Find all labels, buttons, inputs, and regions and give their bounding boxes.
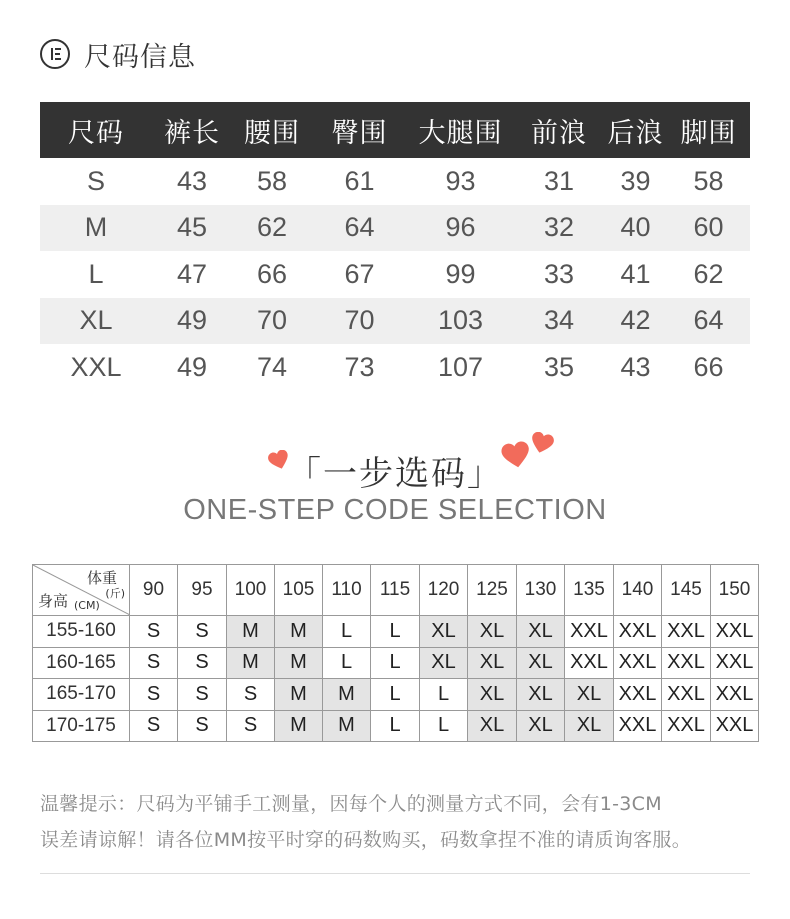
recommended-size-cell: S (178, 710, 227, 742)
size-table-column-header: 后浪 (607, 117, 664, 149)
measurement-cell: 49 (176, 351, 208, 382)
measurement-cell: 43 (176, 165, 208, 196)
height-range-cell: 165-170 (33, 679, 130, 711)
measurement-cell: 67 (344, 258, 375, 289)
size-label-cell: XL (79, 305, 113, 336)
measurement-cell: 32 (543, 212, 575, 243)
weight-header-cell: 105 (275, 565, 323, 616)
grid-row (33, 616, 759, 648)
recommended-size-cell: XXL (565, 616, 614, 648)
recommended-size-cell: XXL (662, 616, 711, 648)
weight-label: 体重 (86, 569, 117, 587)
section-title: 「一步选码」 (287, 454, 503, 494)
size-table-column-header: 尺码 (68, 117, 124, 149)
weight-header-cell: 95 (178, 565, 227, 616)
weight-unit: (斤) (105, 587, 125, 600)
grid-header-row (33, 565, 759, 616)
recommended-size-cell: L (371, 710, 420, 742)
recommended-size-cell: M (275, 710, 323, 742)
measurement-cell: 62 (256, 212, 288, 243)
measurement-cell: 34 (543, 305, 575, 336)
recommended-size-cell: XXL (662, 679, 711, 711)
size-label-cell: M (84, 212, 108, 243)
measurement-cell: 45 (176, 212, 208, 243)
recommended-size-cell: S (130, 679, 178, 711)
recommended-size-cell: S (227, 679, 275, 711)
recommended-size-cell: M (275, 616, 323, 648)
recommended-size-cell: S (130, 616, 178, 648)
size-table-column-header: 臀围 (331, 117, 388, 149)
recommended-size-cell: M (275, 647, 323, 679)
measurement-cell: 103 (437, 305, 484, 336)
height-range-cell: 170-175 (33, 710, 130, 742)
grid-row (33, 710, 759, 742)
recommended-size-cell: L (371, 616, 420, 648)
size-table-row (40, 205, 750, 252)
measurement-cell: 66 (693, 351, 724, 382)
weight-header-cell: 150 (711, 565, 759, 616)
size-table-row (40, 158, 750, 205)
weight-header-cell: 110 (323, 565, 371, 616)
measurement-cell: 96 (445, 212, 476, 243)
recommended-size-cell: M (227, 647, 275, 679)
measurement-cell: 43 (620, 351, 651, 382)
size-table-column-header: 大腿围 (418, 117, 503, 149)
size-table-column-header: 裤长 (164, 117, 220, 149)
weight-header-cell: 145 (662, 565, 711, 616)
measurement-cell: 61 (344, 165, 375, 196)
measurement-cell: 93 (445, 165, 476, 196)
recommended-size-cell: XXL (565, 647, 614, 679)
measurement-cell: 62 (693, 258, 724, 289)
size-label-cell: S (86, 165, 105, 196)
recommended-size-cell: XL (420, 647, 468, 679)
measurement-cell: 60 (693, 212, 724, 243)
recommended-size-cell: M (323, 710, 371, 742)
recommended-size-cell: XXL (711, 679, 759, 711)
section-header (40, 34, 196, 74)
recommended-size-cell: XXL (614, 647, 662, 679)
size-table-row (40, 298, 750, 345)
recommended-size-cell: XL (565, 679, 614, 711)
measurement-cell: 39 (620, 165, 651, 196)
recommended-size-cell: XL (420, 616, 468, 648)
weight-header-cell: 100 (227, 565, 275, 616)
recommended-size-cell: L (371, 647, 420, 679)
recommended-size-cell: L (323, 616, 371, 648)
recommended-size-cell: XXL (711, 710, 759, 742)
recommended-size-cell: S (178, 647, 227, 679)
recommended-size-cell: XL (517, 679, 565, 711)
measurement-cell: 107 (437, 351, 484, 382)
recommended-size-cell: M (323, 679, 371, 711)
weight-header-cell: 135 (565, 565, 614, 616)
recommended-size-cell: L (371, 679, 420, 711)
recommended-size-cell: XXL (614, 710, 662, 742)
size-table-column-header: 腰围 (244, 117, 300, 149)
measurement-cell: 73 (344, 351, 375, 382)
tip-line-2: 误差请谅解！请各位MM按平时穿的码数购买，码数拿捏不准的请质询客服。 (40, 829, 691, 851)
weight-header-cell: 115 (371, 565, 420, 616)
weight-header-cell: 130 (517, 565, 565, 616)
recommended-size-cell: XXL (662, 710, 711, 742)
grid-corner-cell (33, 565, 130, 616)
recommended-size-cell: S (227, 710, 275, 742)
measurement-cell: 33 (543, 258, 575, 289)
recommended-size-cell: L (420, 679, 468, 711)
recommended-size-cell: M (275, 679, 323, 711)
document-circle-icon (40, 39, 70, 69)
measurement-cell: 74 (256, 351, 288, 382)
height-unit: (CM) (74, 599, 100, 612)
weight-header-cell: 125 (468, 565, 517, 616)
height-label: 身高 (38, 592, 69, 610)
recommended-size-cell: XL (468, 616, 517, 648)
recommended-size-cell: XXL (711, 647, 759, 679)
measurement-cell: 47 (176, 258, 208, 289)
recommended-size-cell: XL (468, 679, 517, 711)
measurement-cell: 58 (693, 165, 724, 196)
recommended-size-cell: XXL (614, 679, 662, 711)
measurement-cell: 42 (620, 305, 651, 336)
recommended-size-cell: S (178, 679, 227, 711)
size-table-row (40, 251, 750, 298)
recommended-size-cell: S (130, 710, 178, 742)
height-range-cell: 155-160 (33, 616, 130, 648)
recommended-size-cell: XL (517, 616, 565, 648)
recommended-size-cell: XL (468, 710, 517, 742)
grid-row (33, 647, 759, 679)
measurement-cell: 31 (543, 165, 575, 196)
recommended-size-cell: XXL (662, 647, 711, 679)
measurement-cell: 64 (344, 212, 375, 243)
size-table-header (40, 102, 750, 158)
measurement-cell: 41 (620, 258, 651, 289)
measurement-cell: 70 (344, 305, 375, 336)
section-subtitle: ONE-STEP CODE SELECTION (183, 494, 607, 526)
divider (40, 873, 750, 874)
size-table (40, 102, 750, 391)
recommended-size-cell: XL (517, 647, 565, 679)
height-range-cell: 160-165 (33, 647, 130, 679)
weight-header-cell: 90 (130, 565, 178, 616)
measurement-cell: 35 (543, 351, 575, 382)
measurement-cell: 58 (256, 165, 288, 196)
recommended-size-cell: S (178, 616, 227, 648)
grid-row (33, 679, 759, 711)
recommended-size-cell: XXL (614, 616, 662, 648)
size-table-row (40, 344, 750, 391)
recommended-size-cell: XL (565, 710, 614, 742)
weight-header-cell: 140 (614, 565, 662, 616)
recommended-size-cell: XXL (711, 616, 759, 648)
size-table-body (40, 158, 750, 391)
measurement-cell: 49 (176, 305, 208, 336)
size-label-cell: L (88, 258, 104, 289)
weight-header-cell: 120 (420, 565, 468, 616)
size-table-column-header: 前浪 (531, 117, 587, 149)
size-label-cell: XXL (70, 351, 122, 382)
measurement-cell: 40 (620, 212, 651, 243)
tip-line-1: 温馨提示：尺码为平铺手工测量，因每个人的测量方式不同，会有1-3CM (40, 793, 662, 815)
measurement-cell: 70 (256, 305, 288, 336)
recommended-size-cell: XL (468, 647, 517, 679)
size-table-column-header: 脚围 (680, 117, 737, 149)
recommended-size-cell: S (130, 647, 178, 679)
measurement-cell: 99 (445, 258, 476, 289)
size-selection-grid (32, 564, 759, 742)
page-title: 尺码信息 (84, 41, 196, 73)
measurement-cell: 64 (693, 305, 724, 336)
recommended-size-cell: L (323, 647, 371, 679)
recommended-size-cell: M (227, 616, 275, 648)
measurement-cell: 66 (256, 258, 288, 289)
recommended-size-cell: XL (517, 710, 565, 742)
recommended-size-cell: L (420, 710, 468, 742)
